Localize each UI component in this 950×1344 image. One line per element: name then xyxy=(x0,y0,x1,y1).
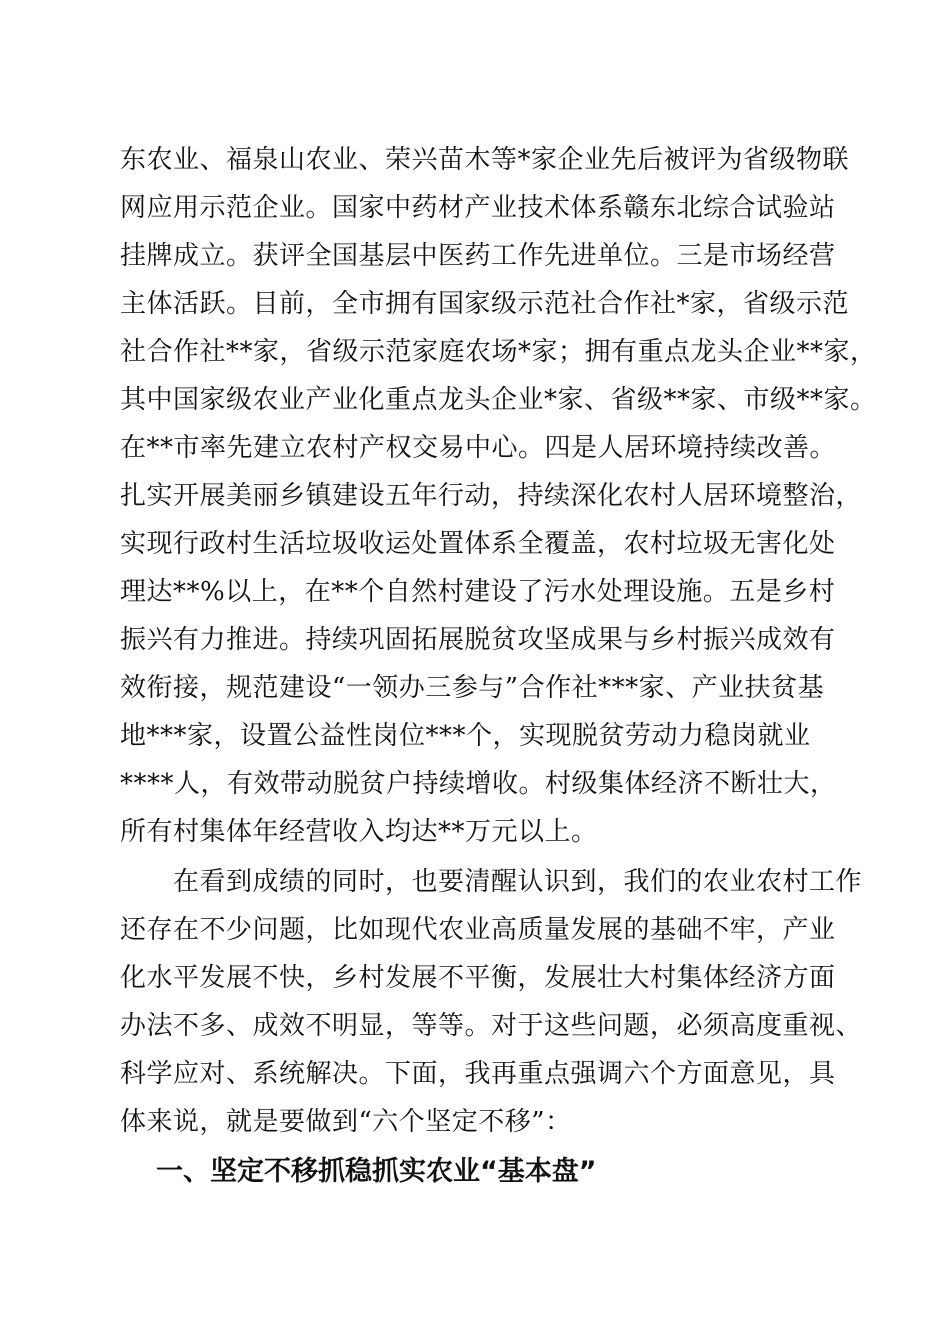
body-line: 主体活跃。目前，全市拥有国家级示范社合作社*家，省级示范 xyxy=(120,289,850,319)
body-line: 振兴有力推进。持续巩固拓展脱贫攻坚成果与乡村振兴成效有 xyxy=(120,625,836,655)
body-line: 体来说，就是要做到“六个坚定不移”： xyxy=(120,1107,572,1137)
body-line: 扎实开展美丽乡镇建设五年行动，持续深化农村人居环境整治， xyxy=(120,481,863,511)
body-line: 社合作社**家，省级示范家庭农场*家；拥有重点龙头企业**家， xyxy=(120,337,877,367)
body-line: ****人，有效带动脱贫户持续增收。村级集体经济不断壮大， xyxy=(120,769,837,799)
body-line: 科学应对、系统解决。下面，我再重点强调六个方面意见，具 xyxy=(120,1059,836,1089)
body-line: 还存在不少问题，比如现代农业高质量发展的基础不牢，产业 xyxy=(120,915,836,945)
body-line: 化水平发展不快，乡村发展不平衡，发展壮大村集体经济方面 xyxy=(120,963,836,993)
body-line: 地***家，设置公益性岗位***个，实现脱贫劳动力稳岗就业 xyxy=(120,721,811,751)
body-line: 办法不多、成效不明显，等等。对于这些问题，必须高度重视、 xyxy=(120,1011,863,1041)
body-line: 在**市率先建立农村产权交易中心。四是人居环境持续改善。 xyxy=(120,433,837,463)
body-line: 东农业、福泉山农业、荣兴苗木等*家企业先后被评为省级物联 xyxy=(120,145,850,175)
body-line: 所有村集体年经营收入均达**万元以上。 xyxy=(120,817,598,847)
body-line: 网应用示范企业。国家中药材产业技术体系赣东北综合试验站 xyxy=(120,193,836,223)
body-line: 其中国家级农业产业化重点龙头企业*家、省级**家、市级**家。 xyxy=(120,385,877,415)
body-line: 效衔接，规范建设“一领办三参与”合作社***家、产业扶贫基 xyxy=(120,673,825,703)
body-line: 理达**%以上，在**个自然村建设了污水处理设施。五是乡村 xyxy=(120,577,836,607)
body-line: 实现行政村生活垃圾收运处置体系全覆盖，农村垃圾无害化处 xyxy=(120,529,836,559)
section-heading: 一、坚定不移抓稳抓实农业“基本盘” xyxy=(156,1156,597,1187)
body-line: 挂牌成立。获评全国基层中医药工作先进单位。三是市场经营 xyxy=(120,241,836,271)
body-line: 在看到成绩的同时，也要清醒认识到，我们的农业农村工作 xyxy=(120,867,863,897)
